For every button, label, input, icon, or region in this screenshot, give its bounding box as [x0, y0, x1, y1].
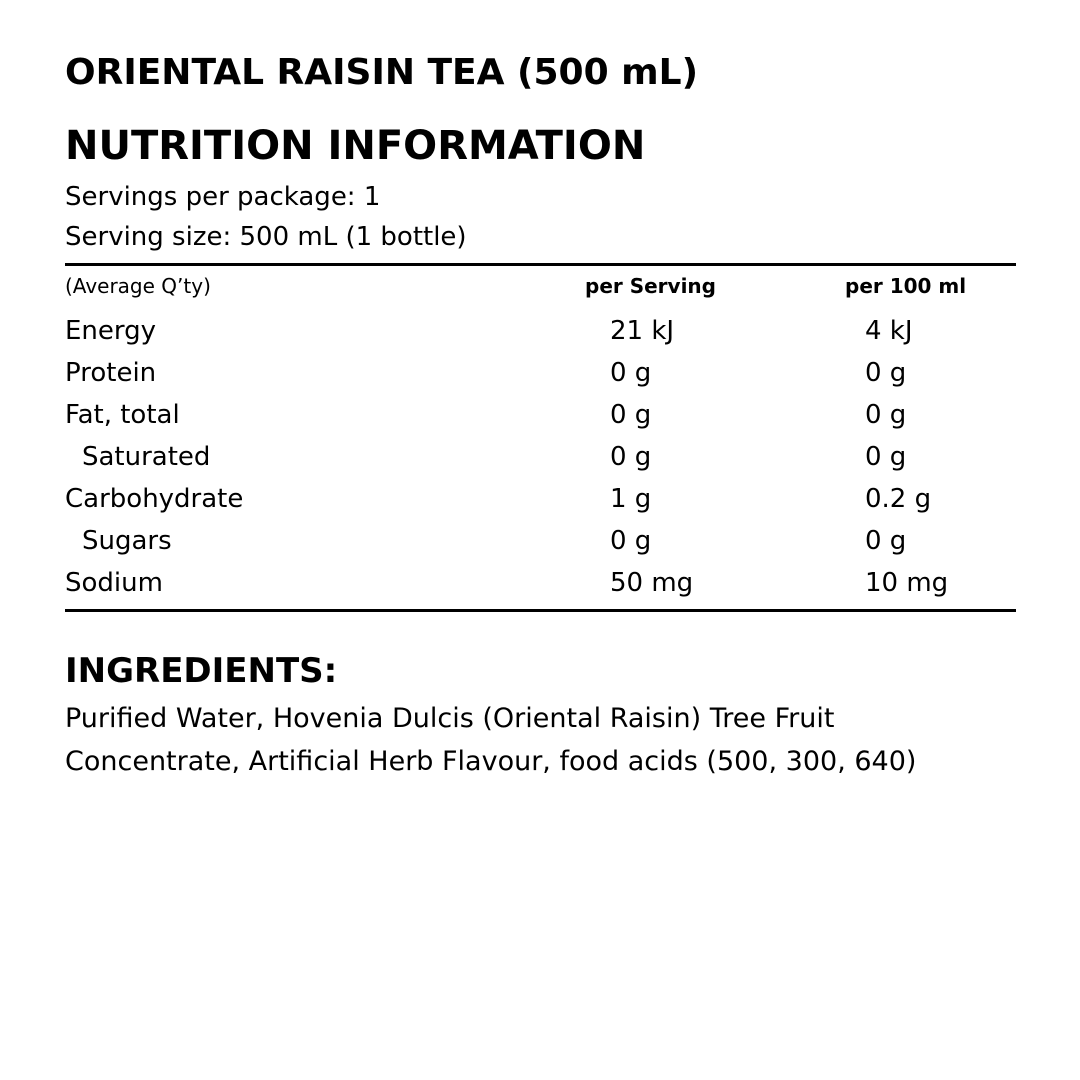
nutrient-name: Carbohydrate — [65, 484, 244, 514]
table-row — [65, 480, 1016, 522]
column-header-per-100ml: per 100 ml — [845, 274, 967, 298]
table-row — [65, 438, 1016, 480]
table-row — [65, 396, 1016, 438]
per-serving-value: 0 g — [610, 358, 652, 388]
serving-size: Serving size: 500 mL (1 bottle) — [65, 222, 467, 252]
nutrient-name: Sodium — [65, 568, 163, 598]
per-100ml-value: 10 mg — [865, 568, 949, 598]
per-serving-value: 0 g — [610, 400, 652, 430]
nutrient-name: Saturated — [82, 442, 211, 472]
table-top-rule — [65, 263, 1016, 266]
ingredients-line: Concentrate, Artificial Herb Flavour, food acids (500, 300, 640) — [65, 746, 917, 777]
per-serving-value: 1 g — [610, 484, 652, 514]
ingredients-heading: INGREDIENTS: — [65, 651, 338, 691]
ingredients-text — [65, 697, 1016, 783]
table-body — [65, 312, 1016, 606]
nutrient-name: Fat, total — [65, 400, 180, 430]
per-100ml-value: 0 g — [865, 400, 907, 430]
nutrient-name: Sugars — [82, 526, 172, 556]
per-100ml-value: 4 kJ — [865, 316, 913, 346]
per-100ml-value: 0 g — [865, 526, 907, 556]
column-header-quantity: (Average Q’ty) — [65, 274, 211, 298]
table-row — [65, 564, 1016, 606]
servings-per-package: Servings per package: 1 — [65, 182, 381, 212]
product-title: ORIENTAL RAISIN TEA (500 mL) — [65, 52, 699, 93]
column-header-per-serving: per Serving — [585, 274, 716, 298]
table-row — [65, 354, 1016, 396]
per-100ml-value: 0 g — [865, 358, 907, 388]
table-row — [65, 522, 1016, 564]
per-serving-value: 0 g — [610, 442, 652, 472]
nutrient-name: Protein — [65, 358, 157, 388]
per-serving-value: 21 kJ — [610, 316, 675, 346]
nutrient-name: Energy — [65, 316, 157, 346]
table-header-row — [65, 270, 1016, 304]
per-100ml-value: 0.2 g — [865, 484, 932, 514]
per-serving-value: 0 g — [610, 526, 652, 556]
ingredients-line: Purified Water, Hovenia Dulcis (Oriental Raisin) Tree Fruit — [65, 703, 835, 734]
per-100ml-value: 0 g — [865, 442, 907, 472]
table-row — [65, 312, 1016, 354]
per-serving-value: 50 mg — [610, 568, 694, 598]
table-bottom-rule — [65, 609, 1016, 612]
nutrition-heading: NUTRITION INFORMATION — [65, 123, 646, 169]
